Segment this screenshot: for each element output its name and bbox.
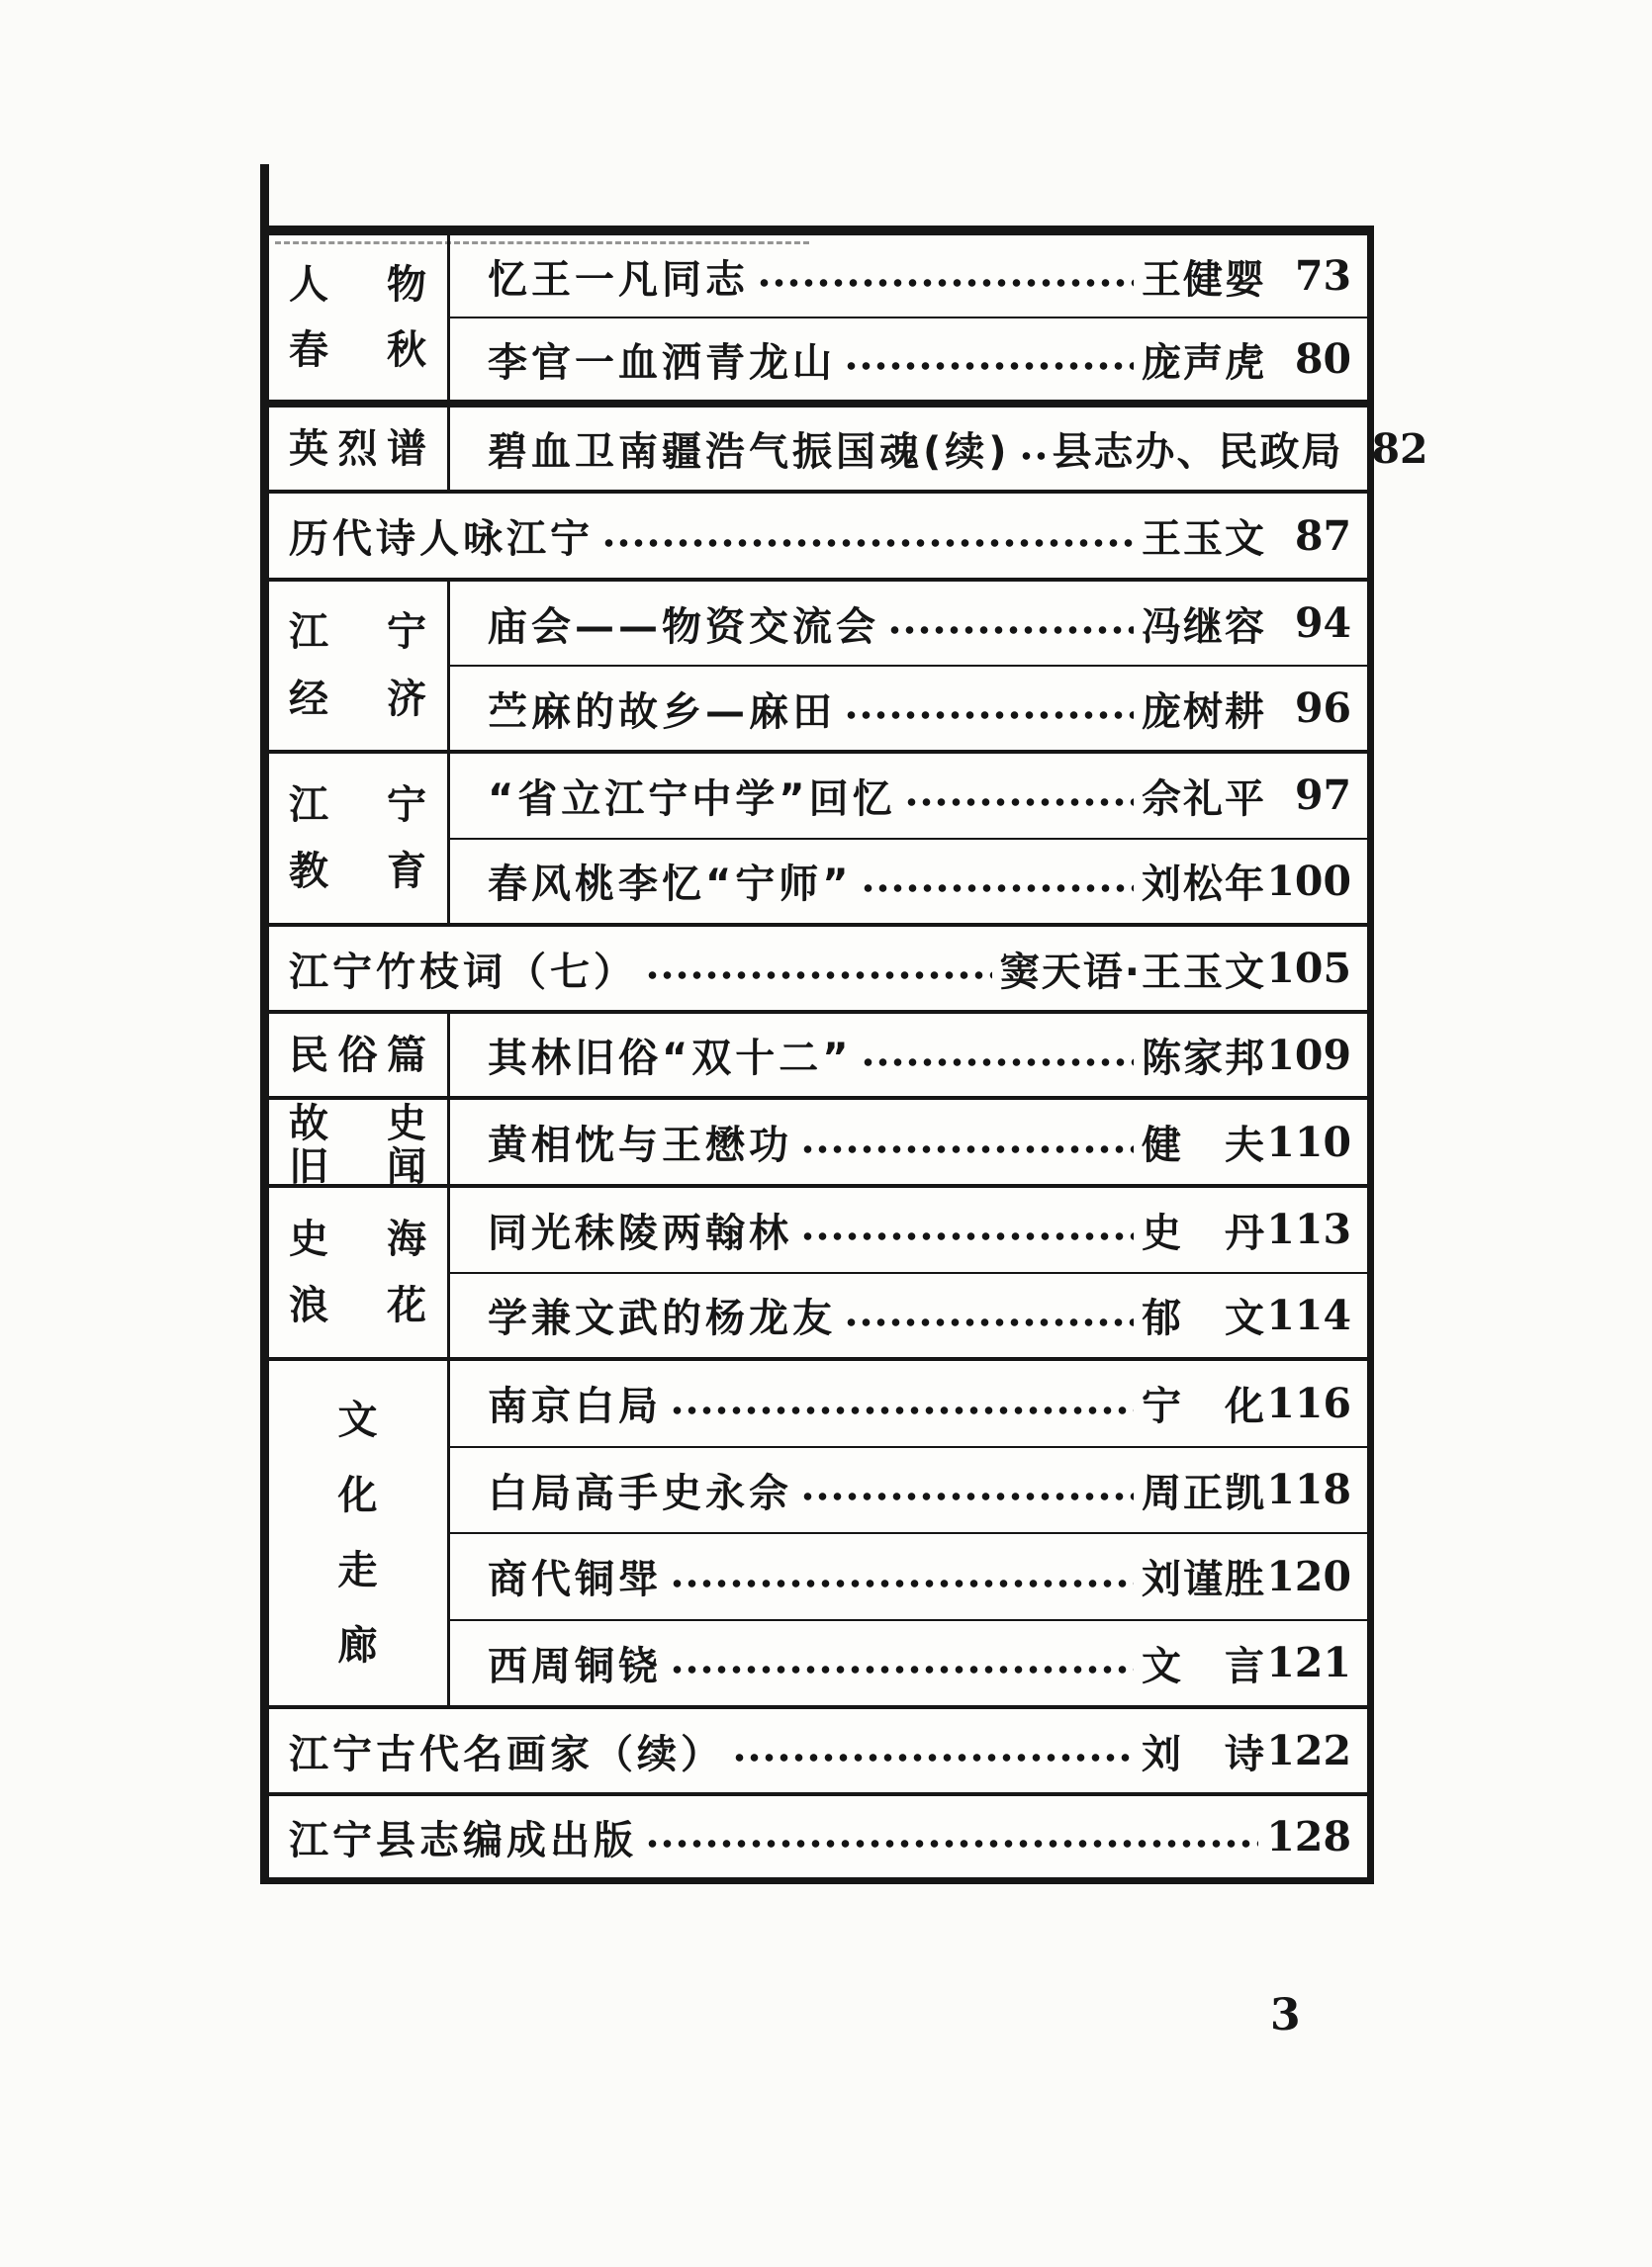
- section-label-line: 文: [337, 1398, 379, 1443]
- toc-entry: [450, 1532, 1367, 1619]
- page-number: 3: [1270, 1990, 1301, 2040]
- section-label-line: 江宁: [289, 609, 427, 656]
- section-label-line: 英烈谱: [289, 425, 427, 472]
- dot-leader: [1019, 450, 1045, 462]
- toc-entry: [450, 1100, 1367, 1184]
- entry-title: 西周铜铙: [488, 1643, 662, 1689]
- toc-section-zhuzhici: [269, 927, 1367, 1014]
- entry-author: 健 夫: [1142, 1123, 1266, 1168]
- section-label: [269, 408, 447, 490]
- entry-page-number: 128: [1266, 1813, 1351, 1860]
- section-entries: [269, 494, 1367, 578]
- entry-page-number: 96: [1294, 684, 1351, 732]
- section-label: [269, 235, 447, 400]
- entry-title: 白局高手史永佘: [488, 1470, 792, 1516]
- entry-page-number: 73: [1294, 252, 1351, 300]
- toc-entry: [269, 927, 1367, 1010]
- toc-entry: [450, 317, 1367, 400]
- toc-section-gudai-minghuajia: [269, 1709, 1367, 1796]
- section-label: [269, 1100, 447, 1190]
- toc-entry: [450, 408, 1444, 490]
- toc-entry: [450, 235, 1367, 317]
- entry-author: 冯继容: [1142, 603, 1266, 650]
- toc-entry: [450, 838, 1367, 924]
- toc-entry: [450, 1272, 1367, 1358]
- dot-leader: [800, 1143, 1134, 1155]
- dot-leader: [645, 1838, 1258, 1850]
- entry-author: 刘谨胜: [1142, 1557, 1266, 1603]
- dot-leader: [670, 1405, 1134, 1416]
- section-label-line: 春秋: [289, 327, 427, 373]
- toc-entry: [450, 1446, 1367, 1533]
- dot-leader: [670, 1578, 1134, 1589]
- entry-title: 庙会——物资交流会: [488, 603, 879, 650]
- toc-entry: [269, 1709, 1367, 1792]
- dot-leader: [844, 709, 1134, 721]
- dot-leader: [844, 360, 1134, 372]
- entry-title: 其林旧俗“双十二”: [488, 1036, 853, 1081]
- entry-page-number: 114: [1266, 1291, 1351, 1339]
- section-label: [269, 582, 447, 750]
- section-entries: [269, 1796, 1367, 1877]
- section-entries: [447, 754, 1367, 923]
- dot-leader: [757, 277, 1134, 289]
- toc-section-shihai-langhua: [269, 1188, 1367, 1361]
- section-label-line: 江宁: [289, 781, 427, 828]
- dot-leader: [800, 1230, 1134, 1242]
- entry-title: “省立江宁中学”回忆: [488, 775, 896, 822]
- entry-author: 刘 诗: [1142, 1731, 1266, 1777]
- entry-page-number: 122: [1266, 1727, 1351, 1774]
- section-label-line: 民俗篇: [289, 1032, 427, 1078]
- entry-author: 周正凯: [1142, 1470, 1266, 1516]
- entry-page-number: 109: [1266, 1031, 1351, 1079]
- entry-title: 历代诗人咏江宁: [289, 516, 594, 562]
- section-label: [269, 754, 447, 923]
- section-label-line: 浪花: [289, 1283, 427, 1329]
- toc-entry: [450, 754, 1367, 838]
- toc-section-gujiu-shiwen: [269, 1100, 1367, 1188]
- toc-entry: [450, 1619, 1367, 1706]
- entry-title: 黄相忱与王懋功: [488, 1123, 792, 1168]
- entry-author: 庞树耕: [1142, 688, 1266, 735]
- entry-title: 商代铜斝: [488, 1557, 662, 1603]
- entry-page-number: 100: [1266, 857, 1351, 905]
- entry-author: 刘松年: [1142, 861, 1266, 908]
- dot-leader: [861, 882, 1134, 894]
- section-label-line: 走: [337, 1548, 379, 1593]
- section-label-line: 史海: [289, 1216, 427, 1262]
- entry-title: 学兼文武的杨龙友: [488, 1296, 836, 1342]
- entry-page-number: 94: [1294, 599, 1351, 647]
- section-label: [269, 1188, 447, 1357]
- section-entries: [447, 1361, 1367, 1705]
- entry-title: 江宁县志编成出版: [289, 1817, 637, 1863]
- entry-title: 江宁古代名画家（续）: [289, 1731, 724, 1777]
- entry-author: 文 言: [1142, 1643, 1266, 1689]
- entry-author: 陈家邦: [1142, 1036, 1266, 1081]
- entry-page-number: 105: [1266, 945, 1351, 992]
- entry-title: 苎麻的故乡—麻田: [488, 688, 836, 735]
- section-entries: [447, 235, 1367, 400]
- section-label: [269, 1014, 447, 1096]
- entry-author: 宁 化: [1142, 1384, 1266, 1430]
- section-label-line: 教育: [289, 849, 427, 895]
- dot-leader: [887, 624, 1134, 636]
- toc-section-jiangning-jiaoyu: [269, 754, 1367, 927]
- dot-leader: [670, 1664, 1134, 1676]
- toc-entry: [269, 494, 1367, 578]
- entry-author: 佘礼平: [1142, 775, 1266, 822]
- entry-title: 南京白局: [488, 1384, 662, 1430]
- entry-author: 庞声虎: [1142, 339, 1266, 386]
- toc-section-minsupian: [269, 1014, 1367, 1100]
- entry-page-number: 97: [1294, 771, 1351, 820]
- entry-author: 王玉文: [1142, 516, 1266, 562]
- section-entries: [447, 582, 1367, 750]
- toc-entry: [450, 1014, 1367, 1096]
- entry-author: 史 丹: [1142, 1210, 1266, 1256]
- toc-section-jiangning-jingji: [269, 582, 1367, 754]
- entry-page-number: 113: [1266, 1206, 1351, 1254]
- dot-leader: [904, 796, 1134, 808]
- toc-section-renwu-chunqiu: [269, 235, 1367, 408]
- toc-section-lidai-shiren: [269, 494, 1367, 582]
- toc-entry: [450, 1361, 1367, 1446]
- entry-title: 忆王一凡同志: [488, 256, 749, 303]
- toc-table: [260, 226, 1428, 1884]
- entry-author: 县志办、民政局: [1052, 429, 1343, 475]
- dot-leader: [861, 1056, 1134, 1068]
- toc-entry: [450, 582, 1367, 665]
- section-label-line: 化: [337, 1473, 379, 1518]
- toc-entry: [450, 665, 1367, 750]
- entry-page-number: 116: [1266, 1379, 1351, 1427]
- entry-page-number: 110: [1266, 1118, 1351, 1166]
- toc-entry: [269, 1796, 1367, 1877]
- section-entries: [269, 1709, 1367, 1792]
- entry-page-number: 82: [1371, 424, 1428, 473]
- entry-author: 王健婴: [1142, 256, 1266, 303]
- entry-title: 同光秣陵两翰林: [488, 1210, 792, 1256]
- entry-page-number: 121: [1266, 1639, 1351, 1687]
- entry-page-number: 80: [1294, 335, 1351, 383]
- section-label-line: 故史: [289, 1101, 427, 1146]
- section-label-line: 人物: [289, 262, 427, 308]
- dot-leader: [844, 1316, 1134, 1328]
- section-label: [269, 1361, 447, 1705]
- section-label-line: 经济: [289, 676, 427, 722]
- dot-leader: [601, 537, 1134, 549]
- toc-section-xianzhi-chuban: [269, 1796, 1367, 1877]
- entry-author: 郁 文: [1142, 1296, 1266, 1342]
- toc-section-wenhua-zoulang: [269, 1361, 1367, 1709]
- section-entries: [269, 927, 1367, 1010]
- dot-leader: [732, 1752, 1134, 1764]
- entry-page-number: 118: [1266, 1466, 1351, 1514]
- dot-leader: [800, 1491, 1134, 1502]
- section-label-line: 廊: [337, 1623, 379, 1669]
- toc-entry: [450, 1188, 1367, 1272]
- section-entries: [447, 1014, 1367, 1096]
- section-entries: [447, 408, 1444, 490]
- section-label-line: 旧闻: [289, 1144, 427, 1190]
- entry-title: 李官一血洒青龙山: [488, 339, 836, 386]
- entry-author: 窦天语·王玉文: [999, 949, 1266, 995]
- entry-title: 碧血卫南疆浩气振国魂(续): [488, 429, 1011, 475]
- section-entries: [447, 1188, 1367, 1357]
- scan-artifact-border-tick: [260, 164, 269, 235]
- entry-page-number: 120: [1266, 1552, 1351, 1600]
- entry-page-number: 87: [1294, 511, 1351, 560]
- entry-title: 江宁竹枝词（七）: [289, 949, 637, 995]
- dot-leader: [645, 969, 992, 981]
- entry-title: 春风桃李忆“宁师”: [488, 861, 853, 908]
- section-entries: [447, 1100, 1367, 1184]
- toc-section-yingliepu: [269, 408, 1428, 494]
